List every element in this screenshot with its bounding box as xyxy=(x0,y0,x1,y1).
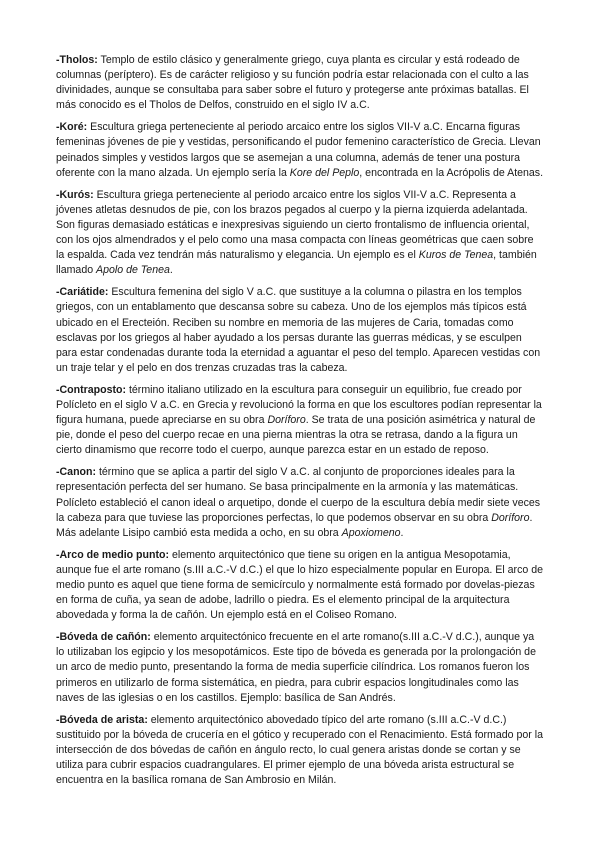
document-page xyxy=(56,53,544,795)
entry-boveda-canon xyxy=(56,630,544,705)
term-label: -Cariátide: xyxy=(56,286,109,299)
entry-kore xyxy=(56,120,544,180)
definition-text: elemento arquitectónico que tiene su origen en la antigua Mesopotamia, aunque fue el arte romano (s.III a.C.-V d.C.) el que lo hizo especialmente popular en Europa. El arco de medio punto es aquel que tiene forma de semicírculo y normalmente está formado por dovelas-piezas en forma de cuña, ya sean de adobe, ladrillo o piedra. Es el elemento principal de la arquitectura abovedada y forma la de cañón. Un ejemplo está en el Coliseo Romano. xyxy=(56,548,544,622)
term-label: -Arco de medio punto: xyxy=(56,548,169,561)
artwork-title: Kore del Peplo xyxy=(289,166,360,179)
entry-tholos xyxy=(56,53,544,113)
artwork-title: Apolo de Tenea xyxy=(96,264,170,277)
definition-text: elemento arquitectónico abovedado típico del arte romano (s.III a.C.-V d.C.) sustituido por la bóveda de crucería en el gótico y recuperado con el Renacimiento. Está formado por la intersección de dos bóvedas de cañón en ángulo recto, lo cual genera aristas donde se cortan y se utiliza para cubrir espacios cuadrangulares. El primer ejemplo de una bóveda arista estructural se encuentra en la basílica romana de San Ambrosio en Milán. xyxy=(56,713,544,787)
definition-text: . Más adelante Lisipo cambió esta medida a ocho, en su obra xyxy=(56,511,533,539)
definition-text: Escultura femenina del siglo V a.C. que sustituye a la columna o pilastra en los templos griegos, con un entablamento que descansa sobre su cabeza. Uno de los ejemplos más típicos está ubicado en el Erecteión. Reciben su nombre en memoria de las mujeres de Caria, tomadas como esclavas por los griegos al haber ayudado a los persas durante las guerras médicas, y se esculpen para estar condenadas durante toda la eternidad a aguantar el peso del templo. Aparecen vestidas con un traje telar y el pelo en dos trenzas cruzadas tras la cabeza. xyxy=(56,286,541,374)
entry-boveda-arista xyxy=(56,713,544,788)
entry-canon xyxy=(56,465,544,540)
definition-text: Escultura griega perteneciente al periodo arcaico entre los siglos VII-V a.C. Representa a jóvenes atletas desnudos de pie, con los brazos pegados al cuerpo y la pierna izquierda adelantada. Son figuras demasiado estáticas e inexpresivas siguiendo un cierto frontalismo de influencia oriental, con los ojos almendrados y el pelo como una masa compacta con líneas geométricas que caen sobre la espalda. Cada vez tendrán más naturalismo y elegancia. Un ejemplo es el xyxy=(56,188,534,262)
term-label: -Kurós: xyxy=(56,188,94,201)
entry-cariatide xyxy=(56,285,544,376)
definition-text: Escultura griega perteneciente al periodo arcaico entre los siglos VII-V a.C. Encarna figuras femeninas jóvenes de pie y vestidas, personificando el pudor femenino característico de Grecia. Llevan peinados simples y vestidos largos que se asemejan a una columna, además de tener una postura oferente con la mano alzada. Un ejemplo sería la xyxy=(56,121,541,179)
term-label: -Bóveda de arista: xyxy=(56,713,148,726)
definition-text: , también llamado xyxy=(56,249,537,277)
definition-text: elemento arquitectónico frecuente en el arte romano(s.III a.C.-V d.C.), aunque ya lo utilizaban los egipcio y los mesopotámicos. Este tipo de bóveda es generada por la prolongación de un arco de medio punto, presentando la forma de media superficie cilíndrica. Los romanos fueron los primeros en utilizarlo de forma sistemática, en piedra, para cubrir espacios longitudinales como las naves de las iglesias o en los castillos. Ejemplo: basílica de San Andrés. xyxy=(56,631,536,704)
definition-text: Templo de estilo clásico y generalmente griego, cuya planta es circular y está rodeado de columnas (períptero). Es de carácter religioso y su función podría estar relacionada con el culto a las divinidades, aunque se consultaba para saber sobre el futuro y protegerse ante próximas batallas. El más conocido es el Tholos de Delfos, construido en el siglo IV a.C. xyxy=(56,54,529,112)
definition-text: término italiano utilizado en la escultura para conseguir un equilibrio, fue creado por Polícleto en el siglo V a.C. en Grecia y revolucionó la forma en que los escultores podían representar la figura humana, puede apreciarse en su obra xyxy=(56,383,542,427)
term-label: -Tholos: xyxy=(56,54,98,66)
term-label: -Koré: xyxy=(56,121,88,134)
artwork-title: Doríforo xyxy=(491,511,530,524)
definition-text: término que se aplica a partir del siglo V a.C. al conjunto de proporciones ideales para la representación perfecta del ser humano. Se basa principalmente en la armonía y las matemáticas. Polícleto estableció el canon ideal o arquetipo, donde el cuerpo de la escultura debía medir siete veces la cabeza para que tuviese las proporciones perfectas, lo que podemos observar en su obra xyxy=(56,466,541,524)
artwork-title: Doríforo xyxy=(267,414,306,427)
definition-text: . xyxy=(169,264,173,277)
definition-text: . Se trata de una posición asimétrica y natural de pie, donde el peso del cuerpo recae en una pierna mientras la otra se retrasa, dando a la figura un cierto dinamismo que recorre todo el cuerpo, aunque parezca estar en un estado de reposo. xyxy=(56,414,536,457)
entry-arco-medio-punto xyxy=(56,548,544,623)
definition-text: , encontrada en la Acrópolis de Atenas. xyxy=(359,166,544,179)
term-label: -Canon: xyxy=(56,466,97,479)
artwork-title: Kuros de Tenea xyxy=(418,249,494,262)
entry-kuros xyxy=(56,188,544,279)
term-label: -Contraposto: xyxy=(56,383,127,396)
definition-text: . xyxy=(400,526,404,539)
artwork-title: Apoxiomeno xyxy=(341,526,401,539)
entry-contraposto xyxy=(56,383,544,458)
term-label: -Bóveda de cañón: xyxy=(56,631,151,644)
